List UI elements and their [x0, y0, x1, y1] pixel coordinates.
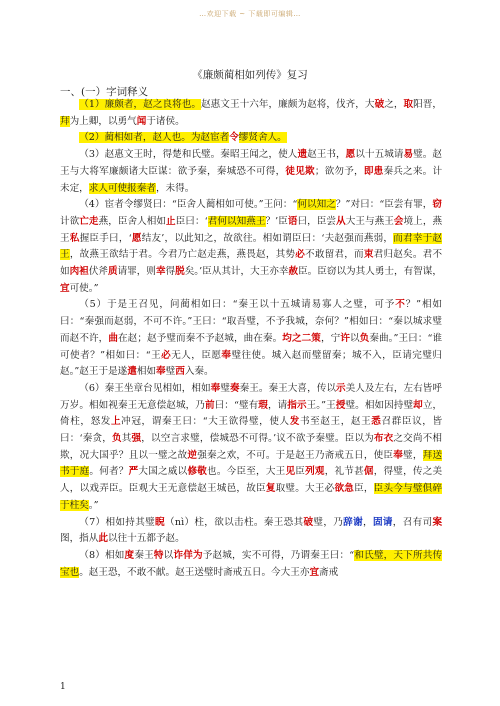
key-word: 私 — [69, 232, 80, 244]
key-word: 急 — [344, 483, 355, 495]
key-word: 西 — [175, 366, 185, 378]
key-word: 前 — [204, 399, 215, 411]
key-word: 幸 — [155, 266, 166, 278]
key-word: 修敬 — [187, 466, 208, 478]
text-run: 入秦。 — [184, 366, 214, 378]
key-word: 遗 — [297, 149, 308, 161]
key-word: 脱 — [175, 266, 185, 278]
text-run: ，故燕王欲结于君。今君乃亡赵走燕，燕畏赵，其势 — [69, 249, 296, 261]
text-run: 召群臣议，皆曰：‘秦贪， — [60, 416, 443, 445]
key-word: 不 — [395, 299, 406, 311]
text-run: 在赵；赵予璧而秦不予赵城，曲在秦。 — [118, 332, 283, 344]
text-run: 得 — [165, 266, 176, 278]
key-word: 肉袒 — [69, 266, 89, 278]
key-word-blue: 辞谢 — [343, 516, 364, 528]
text-run: 计欲 — [60, 215, 80, 227]
key-word: 上 — [110, 416, 122, 428]
paragraph-p8 — [60, 548, 442, 581]
key-word: 倨 — [363, 466, 374, 478]
text-run: 强秦之欢，不可。于是赵王乃斋戒五日，使臣 — [197, 449, 394, 461]
key-word: 负 — [359, 332, 370, 344]
key-word: 严 — [128, 466, 139, 478]
text-run: ？”对曰：“臣尝有罪， — [335, 199, 433, 211]
paragraph-p6 — [60, 381, 442, 515]
key-word: 曲 — [108, 332, 118, 344]
key-word: 令 — [229, 132, 239, 144]
paragraph-p1 — [60, 97, 442, 130]
key-word: 亡走 — [79, 215, 99, 227]
key-word: 破 — [374, 99, 385, 110]
text-run: ，以空言求璧，偿城恐不可得。’议不欲予秦璧。臣以为 — [141, 433, 374, 445]
highlighted-text: 而君幸于赵王 — [60, 232, 443, 261]
key-word: 均之二策 — [282, 332, 321, 344]
text-run: 曰：“璧有 — [214, 399, 259, 411]
text-run: 赵王书， — [307, 149, 346, 161]
text-run: 结友’，以此知之，故欲往。相如谓臣曰：‘夫赵强而燕弱， — [141, 232, 394, 244]
text-run: 君归赵矣。君不如 — [60, 249, 443, 278]
text-run: 以 — [163, 549, 174, 561]
text-run: 相如 — [136, 366, 157, 378]
paragraph-p2 — [60, 130, 442, 147]
key-word: 度 — [124, 549, 135, 561]
key-word: 质 — [107, 266, 118, 278]
text-run: 不敢留君，而 — [305, 249, 364, 261]
key-word: 易 — [403, 149, 414, 161]
text-run: 。何者？ — [89, 466, 129, 478]
text-run: 请罪，则 — [117, 266, 156, 278]
text-run: （5）于是王召见，问蔺相如曰：“秦王以十五城请易寡人之璧，可予 — [79, 299, 396, 311]
key-word: 见 — [285, 466, 296, 478]
key-word: 瑕 — [258, 399, 268, 411]
key-word: 窃 — [432, 199, 442, 211]
key-word: 语 — [287, 215, 298, 227]
text-run: 。赵王恐，不敢不献。赵王送璧时斋戒五日。今大王亦 — [79, 566, 310, 578]
text-run: 璧 — [165, 366, 176, 378]
highlighted-text: 君何以知燕王 — [207, 215, 266, 227]
text-run: （8）相如 — [79, 549, 125, 561]
text-run: 秦王。秦王大喜，传以 — [239, 382, 336, 394]
text-run: 美人及左右，左右皆呼万岁。相如视秦王无意偿赵城，乃 — [60, 382, 442, 411]
key-word: 指示 — [287, 399, 307, 411]
text-run: 以往十五都予赵。 — [107, 533, 185, 545]
key-word: 奏 — [229, 382, 240, 394]
text-run: 斋戒 — [319, 566, 339, 578]
text-run: （6）秦王坐章台见相如，相如 — [79, 382, 211, 394]
key-word: 闻 — [136, 115, 147, 127]
text-run: （3）赵惠文王时，得楚和氏璧。秦昭王闻之，使人 — [79, 149, 298, 161]
text-run: 臣 — [295, 466, 306, 478]
key-word: 愿 — [345, 149, 356, 161]
text-run: 璧，乃 — [313, 516, 344, 528]
text-run: 立，倚柱，怒发 — [60, 399, 443, 428]
paragraph-p7 — [60, 515, 442, 548]
text-run: （nì）柱，欲以击柱。秦王恐其 — [164, 516, 304, 528]
text-run: 以十五城请 — [355, 149, 404, 161]
text-run: 大王与燕王 — [345, 215, 394, 227]
key-word: 逆 — [187, 449, 198, 461]
text-run: ；欲勿予， — [314, 165, 364, 177]
key-word: 必 — [295, 249, 306, 261]
key-word: 会 — [393, 215, 404, 227]
text-run: 璧， — [403, 449, 423, 461]
key-word: 遣 — [127, 366, 137, 378]
text-run: 矣。’臣从其计，大王亦幸 — [184, 266, 289, 278]
key-word: 宜 — [60, 282, 70, 294]
text-run: ，召有司 — [392, 516, 433, 528]
key-word: 特 — [153, 549, 164, 561]
text-run: ，请 — [267, 399, 288, 411]
key-word: 却 — [413, 399, 423, 411]
text-run: 以 — [349, 332, 360, 344]
key-word: 复 — [265, 483, 276, 495]
text-run: 赵惠文王十六年，廉颇为赵将，伐齐，大 — [201, 99, 375, 110]
text-run: 璧往使。城入赵而璧留秦；城不入，臣请完璧归赵。”赵王于是遂 — [60, 349, 442, 378]
key-word: 发 — [289, 416, 300, 428]
key-word: 诈佯为 — [173, 549, 203, 561]
text-run: 握臣手曰，‘ — [79, 232, 132, 244]
key-word: 奉 — [210, 382, 221, 394]
text-run: 阳晋， — [413, 99, 442, 110]
section-heading: 一、(一）字词释义 — [60, 86, 149, 98]
text-run: （4）宦者令缪贤曰：“臣舍人蔺相如可使。”王问：“ — [79, 199, 298, 211]
text-run: 可使。” — [69, 282, 99, 294]
key-word: 欲 — [334, 483, 345, 495]
text-run: 秦王 — [134, 549, 154, 561]
text-run: 其 — [121, 433, 132, 445]
text-run: 之交尚不相欺，况大国乎？且以一璧之故 — [60, 433, 443, 461]
key-word: 案 — [432, 516, 443, 528]
key-word: 从 — [336, 215, 346, 227]
text-run: 书至赵王，赵王 — [299, 416, 372, 428]
text-run: 臣。臣窃以为其人勇士，有智谋， — [298, 266, 442, 278]
text-run: ？”相如曰：“秦强而赵弱，不可不许。”王曰：“取吾璧，不予我城，奈何？”相如曰：“秦以城求璧而赵不许， — [60, 299, 443, 344]
key-word: 取 — [403, 99, 414, 110]
highlighted-text: （2）蔺相如者，赵人也。为赵宦者 — [79, 132, 230, 144]
key-word: 奉 — [221, 349, 232, 361]
highlighted-text: 求人可使报秦者 — [88, 182, 156, 194]
key-word: 悉 — [371, 416, 382, 428]
text-run: 臣， — [354, 483, 374, 495]
key-word: 束 — [363, 249, 374, 261]
highlighted-text: 和氏璧，天下所共传宝也 — [60, 549, 443, 578]
highlighted-text: 缪贤舍人。 — [238, 132, 287, 144]
text-run: 曰，臣尝 — [297, 215, 337, 227]
text-run: 之， — [384, 99, 404, 110]
text-run: 。” — [88, 499, 99, 511]
document-title: 《廉颇蔺相如列传》复习 — [192, 69, 308, 81]
text-run: 璧 — [220, 382, 230, 394]
key-word: 止 — [166, 215, 176, 227]
text-run: ？’臣 — [265, 215, 288, 227]
text-run: 取璧。大王必 — [275, 483, 335, 495]
text-run: 秦兵之来。计未定， — [60, 165, 443, 194]
text-run: 臣曰：‘ — [175, 215, 208, 227]
text-run: 予赵城，实不可得，乃谓秦王曰：“ — [202, 549, 355, 561]
text-run: 大国之威以 — [138, 466, 188, 478]
text-run: ，未得。 — [155, 182, 195, 194]
text-run: 璧。相如因持璧 — [345, 399, 414, 411]
document-body — [60, 97, 442, 581]
text-run: 境上，燕王 — [60, 215, 443, 244]
text-run: ，礼节甚 — [324, 466, 364, 478]
text-run: 也。今臣至，大王 — [207, 466, 286, 478]
paragraph-p4 — [60, 197, 442, 297]
key-word: 宜 — [309, 566, 320, 578]
text-run: 璧。赵王与大将军廉颇诸大臣谋：欲予秦，秦城恐不可得， — [60, 149, 442, 177]
key-word: 必 — [161, 349, 172, 361]
text-run: 伏斧 — [88, 266, 108, 278]
key-word: 授 — [335, 399, 346, 411]
highlighted-text: 拜 — [60, 115, 70, 127]
text-run: 无人，臣愿 — [171, 349, 222, 361]
text-run: 燕，臣舍人相如 — [98, 215, 167, 227]
highlighted-text: 臣头今与璧俱碎于柱矣 — [60, 483, 443, 511]
text-run: ， — [363, 516, 373, 528]
key-word: 愿 — [131, 232, 142, 244]
highlighted-text: 何以知之 — [297, 199, 336, 211]
key-word: 强 — [131, 433, 142, 445]
header-watermark: …欢迎下载 ~ 下载即可编辑… — [199, 10, 301, 18]
key-word: 列观 — [305, 466, 325, 478]
key-word-blue: 固请 — [372, 516, 393, 528]
key-word: 布衣 — [373, 433, 394, 445]
text-run: ，宁 — [320, 332, 341, 344]
text-run: 王。”王 — [306, 399, 336, 411]
text-run: 图，指从 — [60, 533, 99, 545]
key-word: 奉 — [393, 449, 404, 461]
key-word: 负 — [112, 433, 122, 445]
key-word: 奉 — [156, 366, 166, 378]
page-number: 1 — [60, 682, 66, 692]
text-run: 于诸侯。 — [146, 115, 185, 127]
text-run: 冲冠，谓秦王曰：“大王欲得璧，使人 — [121, 416, 290, 428]
key-word: 破 — [303, 516, 314, 528]
key-word: 许 — [340, 332, 350, 344]
text-run: 为上卿，以勇气 — [69, 115, 137, 127]
highlighted-text: （1）廉颇者，赵之良将也。 — [79, 99, 202, 110]
text-run: ，得璧，传之美人，以戏弄臣。臣观大王无意偿赵王城邑，故臣 — [60, 466, 443, 495]
key-word: 赦 — [288, 266, 299, 278]
key-word: 即患 — [363, 165, 384, 177]
key-word: 示 — [336, 382, 346, 394]
paragraph-p3 — [60, 147, 442, 197]
text-run: （7）相如持其璧 — [79, 516, 156, 528]
key-word: 睨 — [155, 516, 165, 528]
key-word: 此 — [98, 533, 108, 545]
text-run: 秦曲。”王曰：“谁可使者？”相如曰：“王 — [60, 332, 443, 361]
paragraph-p5 — [60, 297, 442, 381]
key-word: 徒见欺 — [285, 165, 315, 177]
highlighted-text: 拜送书于庭 — [60, 449, 443, 478]
